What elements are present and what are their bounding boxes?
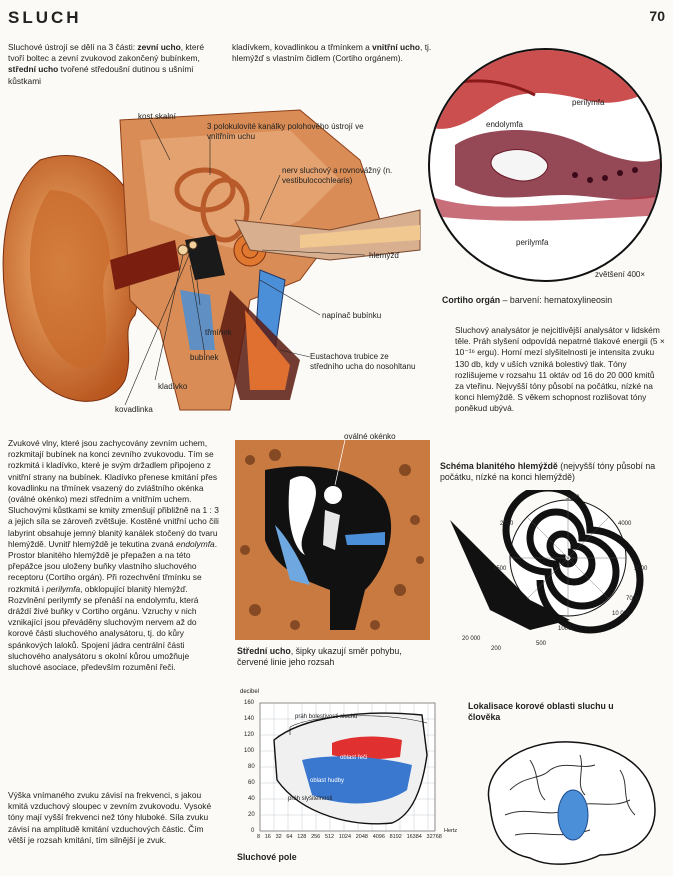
middle-ear-caption: Střední ucho, šipky ukazují směr pohybu, červené linie jeho rozsah (237, 646, 402, 667)
label-napinac: napínač bubínku (322, 311, 382, 320)
ytick-160: 160 (244, 700, 255, 706)
freq-200: 200 (491, 646, 502, 652)
snail-schema (450, 490, 660, 660)
ytick-0: 0 (251, 828, 255, 834)
analyzer-paragraph: Sluchový analysátor je nejcitlivější analysátor v lidském těle. Práh slyšení odpovídá nepatrné tlakové energii (5 × 10⁻¹⁶ ergu). Horní mezí slyšitelnosti je intensita zvuku 130 db, kdy v uších vzniká bolestivý tlak. Tóny rozlišujeme v rozsahu 11 oktáv od 16 do 20 000 kmitů za vteřinu. Nejvyšší tóny působí na počátku, nízké na konci hlemýždě. S věkem schopnost rozlišovat tóny poněkud ubývá. (455, 325, 665, 414)
zone-red-label: oblast řeči (340, 755, 368, 761)
freq-5000: 5000 (634, 566, 648, 572)
middle-ear-image (235, 440, 430, 640)
freq-10000: 10 000 (612, 611, 631, 617)
body-paragraph: Zvukové vlny, které jsou zachycovány zevním uchem, rozkmitají bubínek na konci zevního zvukovodu. Tím se rozkmitá i kladívko, které je svým držadlem připojeno z vnitřní strany na bubínek. Kladívko přenese kmitání přes kovadlinku na třmínek vsazený do zvláštního okénka (oválné okénko) mezi středním a vnitřním uchem. Sluchovými kůstkami se kmity zmenšují přibližně na 1 : 3 a jejich síla se zároveň zvětšuje. Kostěné vnitřní ucho čili labyrint obsahuje jemný blanitý kanálek stočený do tvaru hlemýždě. Uvnitř hlemýždě je tekutina zvaná endolymfa. Prostor blanitého hlemýždě je přepažen a na této přepážce jsou uloženy buňky vlastního sluchového receptoru (Cortiho orgán). Při rozechvění třmínku se rozkmitá i perilymfa, obklopující blanitý hlemýžď. Rozvlnění perilymfy se přenáší na endolymfu, která dráždí živé buňky v Cortiho orgánu. Vzruchy v nich vznikající jsou převáděny sluchovým nervem až do korové části sluchového analysátoru, tj. do kůry spánkových laloků. Spojení jádra centrální části sluchového analysátoru s okolní kůrou umožňuje sluchové asociace, především rozumění řeči. (8, 438, 219, 673)
xtick: 1024 (338, 834, 352, 840)
zone-upper-label: práh bolestivosti sluchu (295, 714, 358, 720)
xtick: 2048 (355, 834, 368, 840)
xtick: 8 (257, 834, 261, 840)
chart-xticks (257, 833, 442, 843)
intro-col-1: Sluchové ústrojí se dělí na 3 části: zevní ucho, které tvoří boltec a zevní zvukovod zakončený bubínkem, střední ucho tvořené středoušní dutinou s ušními kůstkami (8, 42, 204, 86)
xtick: 32 (275, 834, 282, 840)
ytick-100: 100 (244, 748, 255, 754)
freq-4000: 4000 (618, 521, 632, 527)
freq-7000: 7000 (626, 596, 640, 602)
freq-1000: 1000 (558, 626, 572, 632)
label-kovadlinka: kovadlinka (115, 405, 153, 414)
ear-illustration (0, 100, 425, 430)
freq-20000: 20 000 (462, 636, 481, 642)
zone-blue-label: oblast hudby (310, 778, 345, 784)
xtick: 512 (324, 834, 335, 840)
label-kost-skalni: kost skalní (138, 112, 176, 121)
label-hlemyzd: hlemýžď (369, 251, 400, 260)
intro-col-2: kladívkem, kovadlinkou a třmínkem a vnitřní ucho, tj. hlemýžď s vlastním čidlem (Cortiho orgánem). (232, 42, 432, 64)
label-ovalne-okenko: oválné okénko (344, 432, 396, 441)
zone-lower-label: práh slyšitelnosti (288, 796, 333, 802)
snail-caption: Schéma blanitého hlemýždě (nejvyšší tóny působí na počátku, nízké na konci hlemýždě) (440, 461, 656, 482)
freq-3000: 3000 (566, 495, 580, 501)
xtick: 256 (311, 834, 321, 840)
chart-caption: Sluchové pole (237, 852, 297, 862)
page-number: 70 (649, 8, 665, 24)
label-perilymfa-bottom: perilymfa (516, 238, 549, 247)
xtick: 128 (297, 834, 307, 840)
label-trminek: třmínek (205, 328, 232, 337)
corti-caption: Cortiho orgán – barvení: hematoxylineosin (442, 295, 613, 305)
label-zvetseni: zvětšení 400× (595, 270, 646, 279)
xtick: 64 (286, 834, 293, 840)
ytick-20: 20 (248, 812, 255, 818)
label-eustachova: Eustachova trubice ze středního ucha do nosohltanu (310, 352, 416, 371)
xtick: 16384 (406, 834, 422, 840)
chart-xunit: Hertz (444, 828, 458, 834)
label-nerv: nerv sluchový a rovnovážný (n. vestibulocochlearis) (282, 166, 393, 185)
page-title: SLUCH (8, 8, 82, 27)
freq-2000: 2000 (500, 521, 514, 527)
label-endolymfa: endolymfa (486, 120, 523, 129)
freq-500: 500 (536, 641, 547, 647)
ytick-40: 40 (248, 796, 255, 802)
label-kanalky: 3 polokulovité kanálky polohového ústrojí ve vnitřním uchu (207, 122, 364, 141)
pitch-paragraph: Výška vnímaného zvuku závisí na frekvenci, s jakou kmitá vzduchový sloupec v zevním zvukovodu. Vysoké tóny mají vyšší frekvenci než tóny hluboké. Síla zvuku závisí na amplitudě kmitání vzduchových částic. Čím větší je rozsah kmitání, tím silnější je zvuk. (8, 790, 212, 845)
xtick: 16 (264, 834, 271, 840)
xtick: 4096 (372, 834, 385, 840)
brain-caption: Lokalisace korové oblasti sluchu u člověka (468, 701, 614, 722)
ytick-120: 120 (244, 732, 255, 738)
ytick-80: 80 (248, 764, 255, 770)
label-kladivko: kladívko (158, 382, 188, 391)
xtick: 32768 (426, 834, 442, 840)
label-perilymfa-top: perilymfa (572, 98, 605, 107)
chart-ylabel: decibel (240, 689, 260, 695)
ytick-140: 140 (244, 716, 255, 722)
label-bubinek: bubínek (190, 353, 219, 362)
ytick-60: 60 (248, 780, 255, 786)
xtick: 8192 (389, 834, 402, 840)
brain-image (470, 730, 665, 870)
corti-organ-image (425, 45, 665, 285)
freq-1500: 1500 (493, 566, 507, 572)
